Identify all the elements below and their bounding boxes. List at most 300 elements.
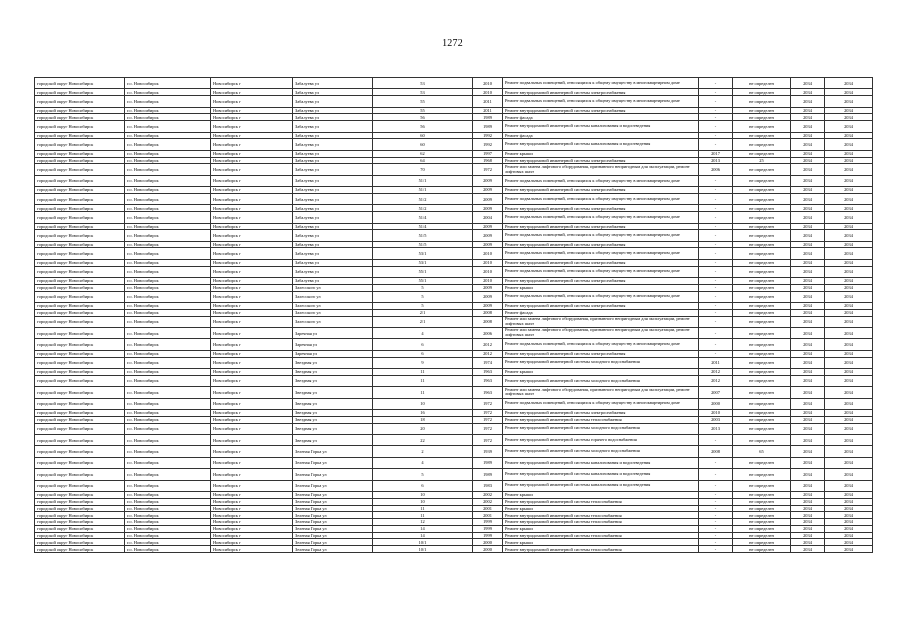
city-cell: Новосибирск г	[211, 223, 293, 230]
street-cell: Звездная ул	[293, 423, 373, 434]
work-type-cell: Ремонт подвальных помещений, относящихся к общему имуществу в многоквартирном доме	[503, 193, 699, 204]
street-cell: Залесского ул	[293, 316, 373, 327]
work-type-cell: Ремонт крыши	[503, 539, 699, 546]
street-cell: Забалуева ул	[293, 259, 373, 266]
table-row	[35, 525, 873, 532]
street-cell: Забалуева ул	[293, 223, 373, 230]
municipality-cell: городской округ Новосибирск	[35, 205, 125, 212]
last-repair-year-cell: -	[699, 532, 733, 539]
plan-year-start-cell: 2034	[791, 423, 825, 434]
last-repair-year-cell: -	[699, 205, 733, 212]
last-repair-year-cell: -	[699, 519, 733, 526]
house-number-cell: 6	[373, 480, 473, 491]
table-row	[35, 519, 873, 526]
plan-year-start-cell: 2034	[791, 248, 825, 259]
last-repair-year-cell: -	[699, 350, 733, 357]
house-number-cell: 70	[373, 164, 473, 175]
house-number-cell: 53/1	[373, 259, 473, 266]
build-year-cell: 2009	[473, 230, 503, 241]
city-cell: Новосибирск г	[211, 519, 293, 526]
build-year-cell: 2009	[473, 223, 503, 230]
build-year-cell: 1989	[473, 121, 503, 132]
house-number-cell: 55	[373, 96, 473, 107]
work-type-cell: Ремонт внутридомовой инженерной системы электроснабжения	[503, 303, 699, 310]
house-number-cell: 51/4	[373, 212, 473, 223]
wear-percent-cell: не определен	[733, 357, 791, 368]
city-cell: Новосибирск г	[211, 423, 293, 434]
plan-year-start-cell: 2034	[791, 164, 825, 175]
plan-year-start-cell: 2034	[791, 539, 825, 546]
house-number-cell: 10	[373, 491, 473, 498]
municipality-cell: городской округ Новосибирск	[35, 539, 125, 546]
street-cell: Зеленая Горка ул	[293, 469, 373, 480]
wear-percent-cell: не определен	[733, 205, 791, 212]
plan-year-end-cell: 2034	[825, 266, 873, 277]
settlement-cell: г.о. Новосибирск	[125, 139, 211, 150]
table-row	[35, 164, 873, 175]
house-number-cell: 55/1	[373, 278, 473, 285]
municipality-cell: городской округ Новосибирск	[35, 446, 125, 457]
plan-year-start-cell: 2034	[791, 114, 825, 121]
wear-percent-cell: не определен	[733, 375, 791, 386]
street-cell: Забалуева ул	[293, 193, 373, 204]
build-year-cell: 1974	[473, 357, 503, 368]
settlement-cell: г.о. Новосибирск	[125, 328, 211, 339]
last-repair-year-cell: -	[699, 480, 733, 491]
plan-year-start-cell: 2034	[791, 223, 825, 230]
plan-year-start-cell: 2034	[791, 212, 825, 223]
settlement-cell: г.о. Новосибирск	[125, 532, 211, 539]
plan-year-end-cell: 2034	[825, 457, 873, 468]
house-number-cell: 53	[373, 78, 473, 89]
settlement-cell: г.о. Новосибирск	[125, 284, 211, 291]
last-repair-year-cell: -	[699, 187, 733, 194]
work-type-cell: Ремонт внутридомовой инженерной системы теплоснабжения	[503, 519, 699, 526]
house-number-cell: 51/1	[373, 175, 473, 186]
build-year-cell: 2009	[473, 187, 503, 194]
street-cell: Зеленая Горка ул	[293, 505, 373, 512]
work-type-cell: Ремонт внутридомовой инженерной системы канализования и водоотведения	[503, 121, 699, 132]
last-repair-year-cell: 2006	[699, 164, 733, 175]
plan-year-end-cell: 2034	[825, 446, 873, 457]
city-cell: Новосибирск г	[211, 546, 293, 553]
settlement-cell: г.о. Новосибирск	[125, 339, 211, 350]
settlement-cell: г.о. Новосибирск	[125, 223, 211, 230]
city-cell: Новосибирск г	[211, 457, 293, 468]
street-cell: Забалуева ул	[293, 205, 373, 212]
house-number-cell: 5	[373, 291, 473, 302]
house-number-cell: 62	[373, 150, 473, 157]
street-cell: Забалуева ул	[293, 78, 373, 89]
city-cell: Новосибирск г	[211, 398, 293, 409]
city-cell: Новосибирск г	[211, 525, 293, 532]
street-cell: Забалуева ул	[293, 89, 373, 96]
settlement-cell: г.о. Новосибирск	[125, 434, 211, 445]
plan-year-end-cell: 2034	[825, 480, 873, 491]
plan-year-start-cell: 2034	[791, 139, 825, 150]
wear-percent-cell: не определен	[733, 175, 791, 186]
plan-year-end-cell: 2034	[825, 121, 873, 132]
wear-percent-cell: не определен	[733, 132, 791, 139]
build-year-cell: 2012	[473, 339, 503, 350]
wear-percent-cell: не определен	[733, 469, 791, 480]
house-number-cell: 6	[373, 339, 473, 350]
plan-year-end-cell: 2034	[825, 205, 873, 212]
settlement-cell: г.о. Новосибирск	[125, 525, 211, 532]
city-cell: Новосибирск г	[211, 328, 293, 339]
build-year-cell: 2001	[473, 505, 503, 512]
house-number-cell: 11	[373, 512, 473, 519]
plan-year-end-cell: 2034	[825, 328, 873, 339]
street-cell: Забалуева ул	[293, 212, 373, 223]
build-year-cell: 1963	[473, 387, 503, 398]
table-row	[35, 339, 873, 350]
municipality-cell: городской округ Новосибирск	[35, 409, 125, 416]
work-type-cell: Ремонт внутридомовой инженерной системы электроснабжения	[503, 409, 699, 416]
settlement-cell: г.о. Новосибирск	[125, 519, 211, 526]
settlement-cell: г.о. Новосибирск	[125, 357, 211, 368]
last-repair-year-cell: 2012	[699, 369, 733, 376]
table-row	[35, 505, 873, 512]
work-type-cell: Ремонт внутридомовой инженерной системы канализования и водоотведения	[503, 139, 699, 150]
municipality-cell: городской округ Новосибирск	[35, 78, 125, 89]
last-repair-year-cell: -	[699, 223, 733, 230]
wear-percent-cell: не определен	[733, 121, 791, 132]
municipality-cell: городской округ Новосибирск	[35, 157, 125, 164]
street-cell: Звездная ул	[293, 375, 373, 386]
build-year-cell: 2000	[473, 539, 503, 546]
street-cell: Звездная ул	[293, 409, 373, 416]
table-row	[35, 107, 873, 114]
municipality-cell: городской округ Новосибирск	[35, 175, 125, 186]
work-type-cell: Ремонт внутридомовой инженерной системы канализования и водоотведения	[503, 457, 699, 468]
city-cell: Новосибирск г	[211, 132, 293, 139]
work-type-cell: Ремонт внутридомовой инженерной системы электроснабжения	[503, 107, 699, 114]
plan-year-end-cell: 2034	[825, 409, 873, 416]
plan-year-start-cell: 2034	[791, 457, 825, 468]
street-cell: Залесского ул	[293, 284, 373, 291]
street-cell: Забалуева ул	[293, 175, 373, 186]
wear-percent-cell: не определен	[733, 539, 791, 546]
house-number-cell: 10	[373, 398, 473, 409]
plan-year-start-cell: 2034	[791, 89, 825, 96]
work-type-cell: Ремонт крыши	[503, 525, 699, 532]
table-row	[35, 241, 873, 248]
plan-year-end-cell: 2034	[825, 107, 873, 114]
house-number-cell: 11	[373, 375, 473, 386]
table-row	[35, 78, 873, 89]
build-year-cell: 2009	[473, 175, 503, 186]
house-number-cell: 14	[373, 532, 473, 539]
wear-percent-cell: не определен	[733, 284, 791, 291]
house-number-cell: 60	[373, 139, 473, 150]
municipality-cell: городской округ Новосибирск	[35, 546, 125, 553]
plan-year-start-cell: 2034	[791, 107, 825, 114]
wear-percent-cell: не определен	[733, 278, 791, 285]
municipality-cell: городской округ Новосибирск	[35, 89, 125, 96]
table-row	[35, 157, 873, 164]
house-number-cell: 10	[373, 498, 473, 505]
work-type-cell: Ремонт подвальных помещений, относящихся к общему имуществу в многоквартирном доме	[503, 266, 699, 277]
work-type-cell: Ремонт внутридомовой инженерной системы электроснабжения	[503, 350, 699, 357]
house-number-cell: 64	[373, 157, 473, 164]
plan-year-end-cell: 2034	[825, 525, 873, 532]
build-year-cell: 1972	[473, 423, 503, 434]
settlement-cell: г.о. Новосибирск	[125, 309, 211, 316]
last-repair-year-cell: 2010	[699, 409, 733, 416]
house-number-cell: 22	[373, 434, 473, 445]
wear-percent-cell: не определен	[733, 89, 791, 96]
municipality-cell: городской округ Новосибирск	[35, 416, 125, 423]
settlement-cell: г.о. Новосибирск	[125, 375, 211, 386]
wear-percent-cell: не определен	[733, 187, 791, 194]
street-cell: Зеленая Горка ул	[293, 491, 373, 498]
city-cell: Новосибирск г	[211, 375, 293, 386]
plan-year-start-cell: 2034	[791, 546, 825, 553]
city-cell: Новосибирск г	[211, 498, 293, 505]
wear-percent-cell: не определен	[733, 423, 791, 434]
last-repair-year-cell: 2008	[699, 446, 733, 457]
work-type-cell: Ремонт внутридомовой инженерной системы холодного водоснабжения	[503, 357, 699, 368]
last-repair-year-cell: -	[699, 525, 733, 532]
table-row	[35, 309, 873, 316]
city-cell: Новосибирск г	[211, 230, 293, 241]
municipality-cell: городской округ Новосибирск	[35, 498, 125, 505]
plan-year-end-cell: 2034	[825, 114, 873, 121]
municipality-cell: городской округ Новосибирск	[35, 266, 125, 277]
build-year-cell: 2009	[473, 241, 503, 248]
street-cell: Зеленая Горка ул	[293, 525, 373, 532]
plan-year-start-cell: 2034	[791, 387, 825, 398]
municipality-cell: городской округ Новосибирск	[35, 375, 125, 386]
city-cell: Новосибирск г	[211, 193, 293, 204]
table-row	[35, 121, 873, 132]
last-repair-year-cell: -	[699, 539, 733, 546]
plan-year-end-cell: 2034	[825, 164, 873, 175]
house-number-cell: 16	[373, 409, 473, 416]
build-year-cell: 1989	[473, 457, 503, 468]
table-row	[35, 457, 873, 468]
work-type-cell: Ремонт внутридомовой инженерной системы холодного водоснабжения	[503, 446, 699, 457]
wear-percent-cell: не определен	[733, 505, 791, 512]
city-cell: Новосибирск г	[211, 107, 293, 114]
house-number-cell: 20	[373, 423, 473, 434]
table-row	[35, 480, 873, 491]
city-cell: Новосибирск г	[211, 139, 293, 150]
build-year-cell: 1989	[473, 114, 503, 121]
build-year-cell: 2004	[473, 212, 503, 223]
work-type-cell: Ремонт внутридомовой инженерной системы горячего водоснабжения	[503, 434, 699, 445]
plan-year-end-cell: 2034	[825, 316, 873, 327]
settlement-cell: г.о. Новосибирск	[125, 230, 211, 241]
settlement-cell: г.о. Новосибирск	[125, 187, 211, 194]
street-cell: Забалуева ул	[293, 230, 373, 241]
street-cell: Звездная ул	[293, 434, 373, 445]
table-row	[35, 259, 873, 266]
house-number-cell: 56	[373, 114, 473, 121]
wear-percent-cell: не определен	[733, 532, 791, 539]
settlement-cell: г.о. Новосибирск	[125, 278, 211, 285]
city-cell: Новосибирск г	[211, 505, 293, 512]
street-cell: Зеленая Горка ул	[293, 512, 373, 519]
plan-year-end-cell: 2034	[825, 187, 873, 194]
plan-year-end-cell: 2034	[825, 230, 873, 241]
city-cell: Новосибирск г	[211, 291, 293, 302]
work-type-cell: Ремонт внутридомовой инженерной системы электроснабжения	[503, 205, 699, 212]
settlement-cell: г.о. Новосибирск	[125, 132, 211, 139]
street-cell: Звездная ул	[293, 357, 373, 368]
wear-percent-cell: не определен	[733, 259, 791, 266]
table-row	[35, 469, 873, 480]
plan-year-start-cell: 2034	[791, 350, 825, 357]
plan-year-end-cell: 2034	[825, 259, 873, 266]
house-number-cell: 53	[373, 89, 473, 96]
wear-percent-cell: не определен	[733, 339, 791, 350]
plan-year-start-cell: 2034	[791, 375, 825, 386]
plan-year-end-cell: 2034	[825, 423, 873, 434]
build-year-cell: 2010	[473, 266, 503, 277]
wear-percent-cell: не определен	[733, 248, 791, 259]
plan-year-end-cell: 2034	[825, 532, 873, 539]
build-year-cell: 1999	[473, 519, 503, 526]
settlement-cell: г.о. Новосибирск	[125, 164, 211, 175]
municipality-cell: городской округ Новосибирск	[35, 230, 125, 241]
work-type-cell: Ремонт внутридомовой инженерной системы электроснабжения	[503, 187, 699, 194]
settlement-cell: г.о. Новосибирск	[125, 266, 211, 277]
plan-year-start-cell: 2034	[791, 205, 825, 212]
wear-percent-cell: не определен	[733, 291, 791, 302]
table-row	[35, 398, 873, 409]
street-cell: Зеленая Горка ул	[293, 446, 373, 457]
table-row	[35, 193, 873, 204]
house-number-cell: 11	[373, 387, 473, 398]
work-type-cell: Ремонт внутридомовой инженерной системы холодного водоснабжения	[503, 375, 699, 386]
table-row	[35, 89, 873, 96]
plan-year-start-cell: 2034	[791, 230, 825, 241]
city-cell: Новосибирск г	[211, 491, 293, 498]
wear-percent-cell: не определен	[733, 107, 791, 114]
settlement-cell: г.о. Новосибирск	[125, 248, 211, 259]
work-type-cell: Ремонт подвальных помещений, относящихся к общему имуществу в многоквартирном доме	[503, 248, 699, 259]
municipality-cell: городской округ Новосибирск	[35, 284, 125, 291]
table-row	[35, 212, 873, 223]
last-repair-year-cell: -	[699, 248, 733, 259]
table-row	[35, 223, 873, 230]
plan-year-start-cell: 2034	[791, 357, 825, 368]
capital-repair-register-table	[34, 77, 873, 553]
plan-year-end-cell: 2034	[825, 546, 873, 553]
settlement-cell: г.о. Новосибирск	[125, 457, 211, 468]
settlement-cell: г.о. Новосибирск	[125, 423, 211, 434]
table-row	[35, 491, 873, 498]
plan-year-end-cell: 2034	[825, 278, 873, 285]
house-number-cell: 14	[373, 525, 473, 532]
wear-percent-cell: не определен	[733, 212, 791, 223]
last-repair-year-cell: -	[699, 546, 733, 553]
municipality-cell: городской округ Новосибирск	[35, 480, 125, 491]
plan-year-end-cell: 2034	[825, 157, 873, 164]
work-type-cell: Ремонт внутридомовой инженерной системы холодного водоснабжения	[503, 423, 699, 434]
table-row	[35, 284, 873, 291]
settlement-cell: г.о. Новосибирск	[125, 491, 211, 498]
table-row	[35, 532, 873, 539]
house-number-cell: 18	[373, 416, 473, 423]
build-year-cell: 1983	[473, 480, 503, 491]
table-row	[35, 546, 873, 553]
build-year-cell: 1972	[473, 416, 503, 423]
last-repair-year-cell: -	[699, 193, 733, 204]
house-number-cell: 11	[373, 505, 473, 512]
plan-year-end-cell: 2034	[825, 175, 873, 186]
city-cell: Новосибирск г	[211, 539, 293, 546]
municipality-cell: городской округ Новосибирск	[35, 223, 125, 230]
wear-percent-cell: не определен	[733, 480, 791, 491]
municipality-cell: городской округ Новосибирск	[35, 457, 125, 468]
city-cell: Новосибирск г	[211, 157, 293, 164]
house-number-cell: 6	[373, 350, 473, 357]
table-row	[35, 205, 873, 212]
last-repair-year-cell: -	[699, 121, 733, 132]
register-body	[35, 78, 873, 553]
municipality-cell: городской округ Новосибирск	[35, 532, 125, 539]
municipality-cell: городской округ Новосибирск	[35, 248, 125, 259]
house-number-cell: 5	[373, 469, 473, 480]
city-cell: Новосибирск г	[211, 175, 293, 186]
wear-percent-cell: не определен	[733, 139, 791, 150]
settlement-cell: г.о. Новосибирск	[125, 398, 211, 409]
wear-percent-cell: не определен	[733, 512, 791, 519]
build-year-cell: 2010	[473, 248, 503, 259]
work-type-cell: Ремонт внутридомовой инженерной системы теплоснабжения	[503, 546, 699, 553]
plan-year-start-cell: 2034	[791, 416, 825, 423]
work-type-cell: Ремонт внутридомовой инженерной системы теплоснабжения	[503, 498, 699, 505]
municipality-cell: городской округ Новосибирск	[35, 505, 125, 512]
plan-year-end-cell: 2034	[825, 139, 873, 150]
settlement-cell: г.о. Новосибирск	[125, 89, 211, 96]
settlement-cell: г.о. Новосибирск	[125, 387, 211, 398]
plan-year-end-cell: 2034	[825, 339, 873, 350]
street-cell: Зеленая Горка ул	[293, 498, 373, 505]
municipality-cell: городской округ Новосибирск	[35, 525, 125, 532]
table-row	[35, 409, 873, 416]
table-row	[35, 328, 873, 339]
build-year-cell: 1992	[473, 132, 503, 139]
work-type-cell: Ремонт крыши	[503, 491, 699, 498]
wear-percent-cell: не определен	[733, 369, 791, 376]
last-repair-year-cell: -	[699, 107, 733, 114]
municipality-cell: городской округ Новосибирск	[35, 519, 125, 526]
plan-year-end-cell: 2034	[825, 291, 873, 302]
build-year-cell: 1999	[473, 532, 503, 539]
street-cell: Заречная ул	[293, 339, 373, 350]
table-row	[35, 498, 873, 505]
settlement-cell: г.о. Новосибирск	[125, 539, 211, 546]
street-cell: Забалуева ул	[293, 241, 373, 248]
municipality-cell: городской округ Новосибирск	[35, 241, 125, 248]
work-type-cell: Ремонт внутридомовой инженерной системы канализования и водоотведения	[503, 480, 699, 491]
work-type-cell: Ремонт или замена лифтового оборудования, признанного непригодным для эксплуатации, ремонт лифтовых шахт	[503, 387, 699, 398]
settlement-cell: г.о. Новосибирск	[125, 78, 211, 89]
build-year-cell: 2008	[473, 309, 503, 316]
build-year-cell: 2000	[473, 546, 503, 553]
table-row	[35, 369, 873, 376]
plan-year-start-cell: 2034	[791, 303, 825, 310]
build-year-cell: 1972	[473, 398, 503, 409]
plan-year-start-cell: 2034	[791, 187, 825, 194]
work-type-cell: Ремонт подвальных помещений, относящихся к общему имуществу в многоквартирном доме	[503, 398, 699, 409]
last-repair-year-cell: -	[699, 212, 733, 223]
plan-year-end-cell: 2034	[825, 212, 873, 223]
